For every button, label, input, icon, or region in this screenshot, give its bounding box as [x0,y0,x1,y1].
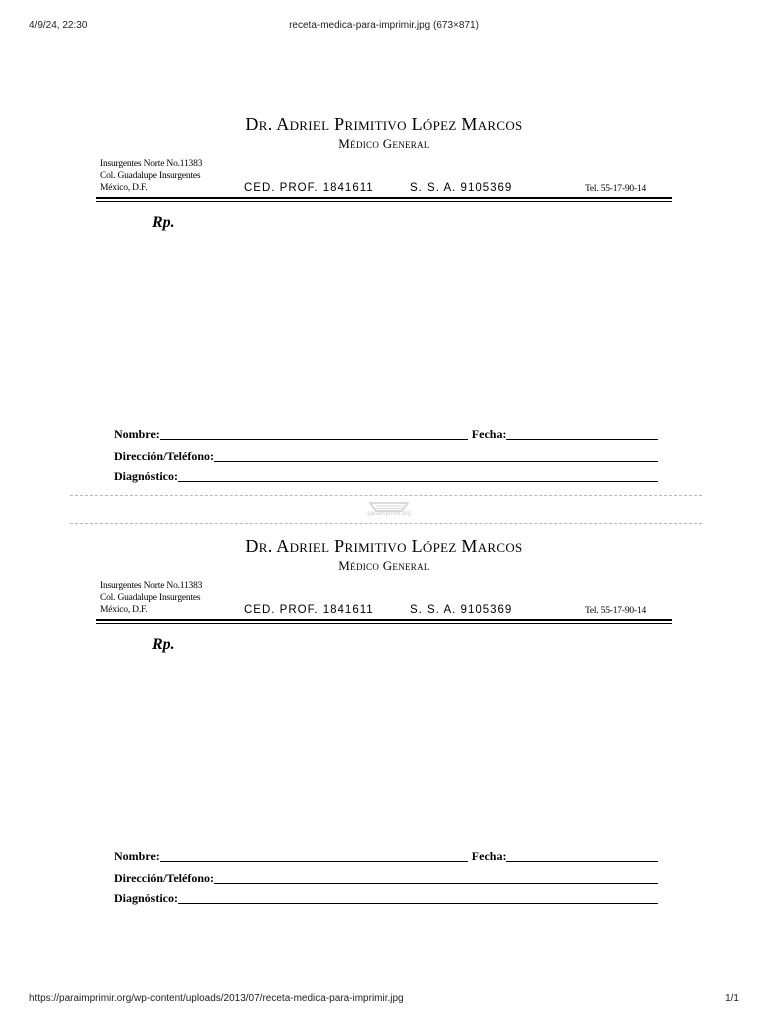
header-rule [96,619,672,621]
ssa-number: S. S. A. 9105369 [410,604,513,616]
ssa-number: S. S. A. 9105369 [410,182,513,194]
direccion-line[interactable] [214,881,658,884]
address-block [100,158,202,194]
doctor-title: Médico General [338,558,430,573]
prescription-bottom [96,532,672,912]
nombre-label: Nombre: [114,849,160,863]
telephone: Tel. 55-17-90-14 [584,606,646,616]
header-rule [96,197,672,199]
diagnostico-row [114,466,658,484]
address-block [100,580,202,616]
ced-prof: CED. PROF. 1841611 [244,182,374,194]
rp-label: Rp. [152,214,175,231]
print-header [0,20,768,34]
diagnostico-row [114,888,658,906]
diagnostico-label: Diagnóstico: [114,469,178,483]
print-doc-title: receta-medica-para-imprimir.jpg (673×871) [289,20,479,31]
print-url: https://paraimprimir.org/wp-content/uploads/2013/07/receta-medica-para-imprimir.jpg [29,993,404,1004]
ced-prof: CED. PROF. 1841611 [244,604,374,616]
address-line: Insurgentes Norte No.11383 [100,159,203,169]
fecha-label: Fecha: [471,849,507,863]
doctor-name: Dr. Adriel Primitivo López Marcos [245,536,523,556]
prescription-top [96,110,672,490]
direccion-row [114,868,658,886]
fecha-label: Fecha: [471,427,507,441]
print-footer [0,993,768,1007]
telephone: Tel. 55-17-90-14 [584,184,646,194]
nombre-label: Nombre: [114,427,160,441]
nombre-line[interactable] [160,859,468,862]
cut-line [70,495,702,496]
fecha-line[interactable] [506,437,658,440]
diagnostico-line[interactable] [178,901,658,904]
diagnostico-label: Diagnóstico: [114,891,178,905]
direccion-label: Dirección/Teléfono: [114,449,214,463]
doctor-title: Médico General [338,136,430,151]
diagnostico-line[interactable] [178,479,658,482]
doctor-name: Dr. Adriel Primitivo López Marcos [245,114,523,134]
direccion-row [114,446,658,464]
address-line: Insurgentes Norte No.11383 [100,581,203,591]
address-line: Col. Guadalupe Insurgentes [100,593,201,603]
watermark-logo [356,500,422,520]
header-rule-thin [96,201,672,202]
direccion-line[interactable] [214,459,658,462]
watermark-text: paraimprimir.org [367,511,411,517]
nombre-line[interactable] [160,437,468,440]
rp-label: Rp. [152,636,175,653]
print-datetime: 4/9/24, 22:30 [29,20,88,31]
address-line: Col. Guadalupe Insurgentes [100,171,201,181]
header-rule-thin [96,623,672,624]
fecha-line[interactable] [506,859,658,862]
cut-line [70,523,702,524]
nombre-row [114,424,658,442]
address-line: México, D.F. [100,605,148,615]
print-page-number: 1/1 [725,993,739,1004]
nombre-row [114,846,658,864]
direccion-label: Dirección/Teléfono: [114,871,214,885]
address-line: México, D.F. [100,183,148,193]
